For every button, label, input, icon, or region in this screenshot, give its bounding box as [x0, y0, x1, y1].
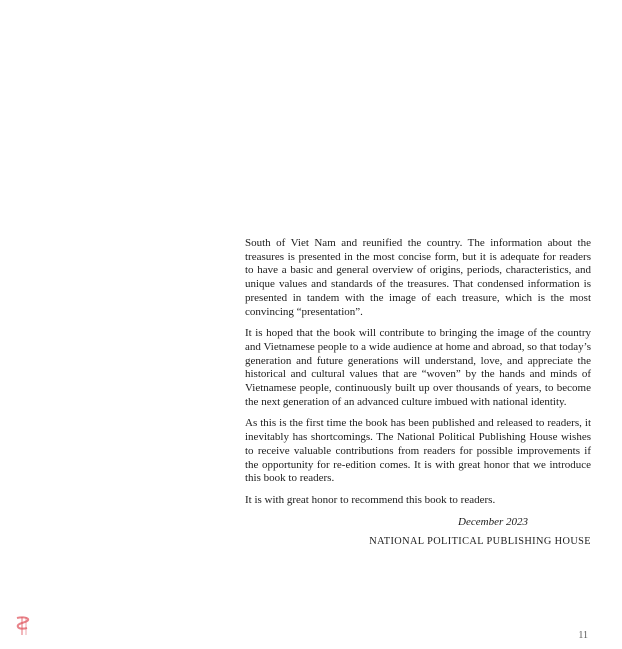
date-line: December 2023: [458, 515, 528, 528]
paragraph: It is hoped that the book will contribute to bringing the image of the country and Vietnamese people to a wide audience at home and abroad, so that today’s generation and future generations will understand, love, and appreciate the historical and cultural values that are “woven” by the hands and minds of Vietnamese people, continuously built up over thousands of years, to become the next generation of an advanced culture imbued with national identity.: [245, 327, 591, 408]
paragraph: As this is the first time the book has been published and released to readers, it inevitably has shortcomings. The National Political Publishing House wishes to receive valuable contributions from readers for possible improvements if the opportunity for re-edition comes. It is with great honor that we introduce this book to readers.: [245, 417, 591, 485]
paragraph: It is with great honor to recommend this book to readers.: [245, 493, 496, 506]
body-text-block: [245, 237, 591, 548]
paragraph: South of Viet Nam and reunified the country. The information about the treasures is presented in the most concise form, but it is adequate for readers to have a basic and general overview of origins, periods, characteristics, and unique values and standards of the treasures. That condensed information is presented in tandem with the image of each treasure, which is the most convincing “presentation”.: [245, 237, 591, 318]
page-number: 11: [578, 630, 588, 641]
publisher-emblem-icon: [15, 616, 30, 636]
publisher-name: NATIONAL POLITICAL PUBLISHING HOUSE: [369, 536, 591, 548]
